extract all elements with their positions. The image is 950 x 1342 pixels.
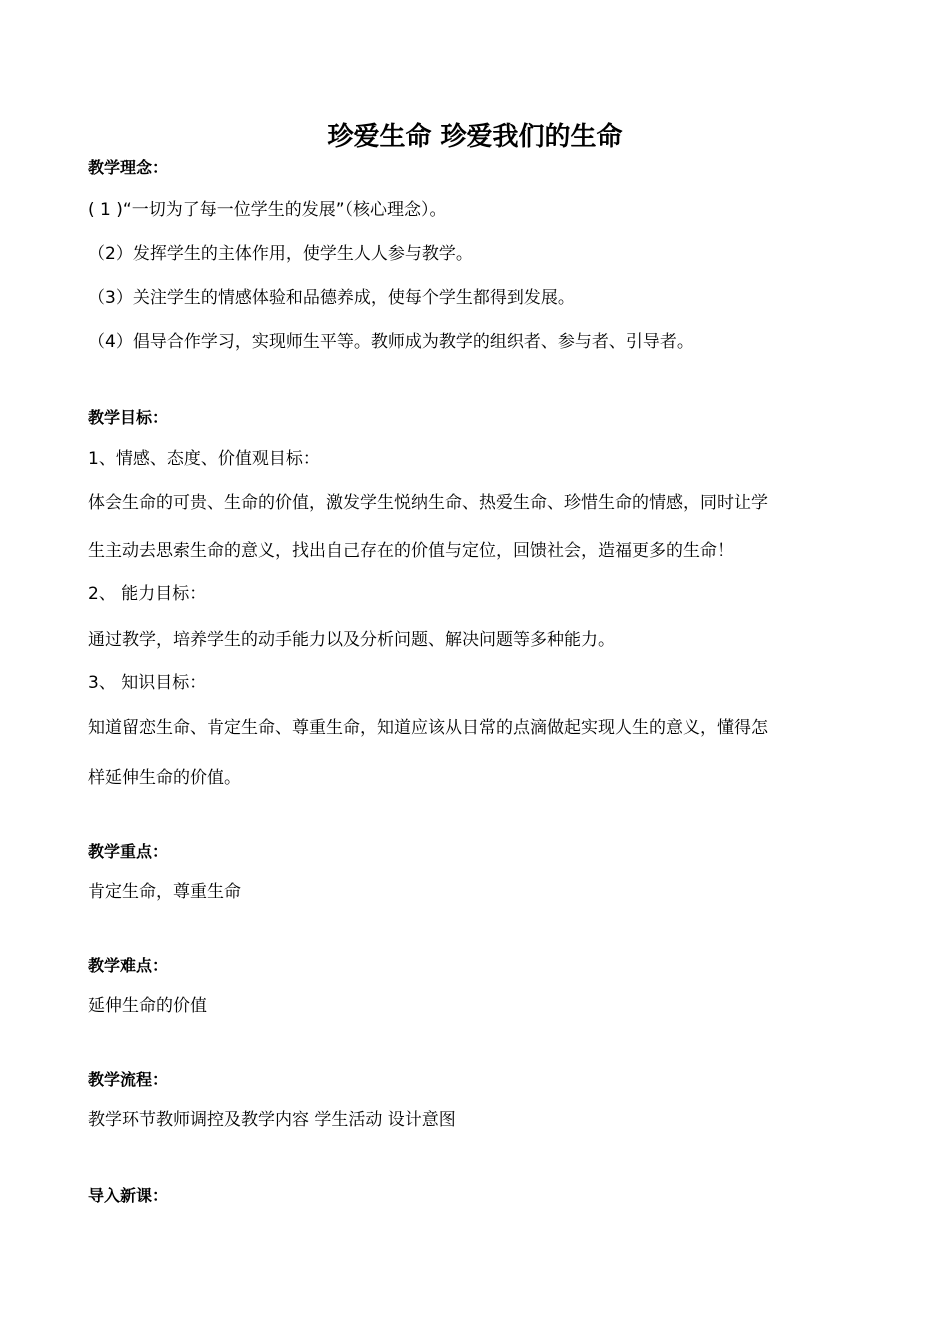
- ability-objective-label: 2、 能力目标：: [88, 584, 207, 604]
- knowledge-objective-label: 3、 知识目标：: [88, 673, 207, 693]
- ability-objective-text: 通过教学，培养学生的动手能力以及分析问题、解决问题等多种能力。: [88, 630, 615, 650]
- document-title: 珍爱生命 珍爱我们的生命: [327, 122, 623, 152]
- difficulties-heading: 教学难点：: [88, 956, 169, 975]
- emotion-objective-text: 生主动去思索生命的意义，找出自己存在的价值与定位，回馈社会，造福更多的生命！: [88, 541, 734, 561]
- key-points-heading: 教学重点：: [88, 842, 169, 861]
- emotion-objective-label: 1、情感、态度、价值观目标：: [88, 449, 320, 469]
- objectives-heading: 教学目标：: [88, 408, 169, 427]
- difficulties-text: 延伸生命的价值: [88, 996, 207, 1016]
- intro-heading: 导入新课：: [88, 1186, 169, 1205]
- process-heading: 教学流程：: [88, 1070, 169, 1089]
- knowledge-objective-text: 知道留恋生命、肯定生命、尊重生命，知道应该从日常的点滴做起实现人生的意义，懂得怎: [88, 718, 768, 738]
- philosophy-item: （3）关注学生的情感体验和品德养成，使每个学生都得到发展。: [88, 288, 575, 308]
- philosophy-heading: 教学理念：: [88, 158, 169, 177]
- emotion-objective-text: 体会生命的可贵、生命的价值，激发学生悦纳生命、热爱生命、珍惜生命的情感，同时让学: [88, 493, 768, 513]
- process-text: 教学环节教师调控及教学内容 学生活动 设计意图: [88, 1110, 456, 1130]
- philosophy-item: ( 1 )“一切为了每一位学生的发展”（核心理念）。: [88, 200, 447, 220]
- knowledge-objective-text: 样延伸生命的价值。: [88, 768, 241, 788]
- philosophy-item: （2）发挥学生的主体作用，使学生人人参与教学。: [88, 244, 473, 264]
- key-points-text: 肯定生命，尊重生命: [88, 882, 241, 902]
- philosophy-item: （4）倡导合作学习，实现师生平等。教师成为教学的组织者、参与者、引导者。: [88, 332, 694, 352]
